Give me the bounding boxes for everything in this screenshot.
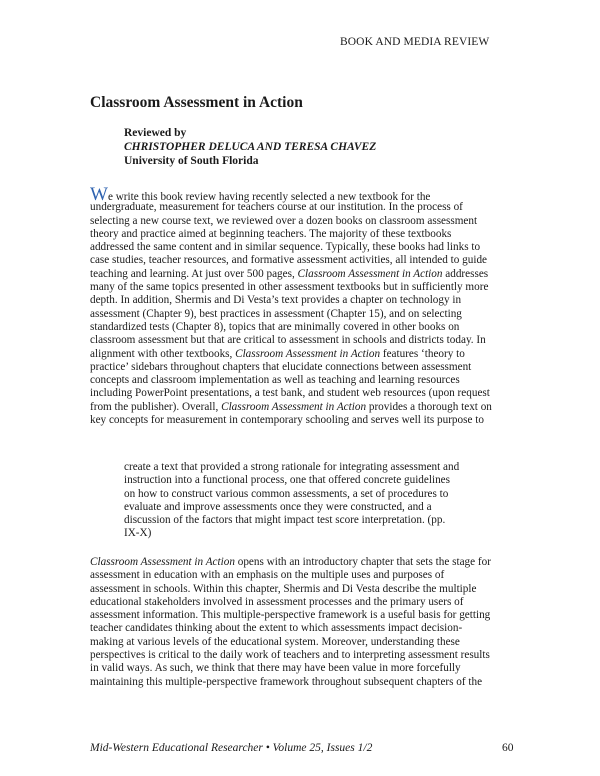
text-line xyxy=(90,649,491,662)
text-run: undergraduate, measurement for teachers course at our institution. In the process of xyxy=(90,201,463,214)
text-run: assessment in schools. Within this chapter, Shermis and Di Vesta describe the multiple xyxy=(90,582,477,595)
quote-line: discussion of the factors that might impact test score interpretation. (pp. xyxy=(124,514,446,527)
quote-line: instruction into a functional process, one that offered concrete guidelines xyxy=(124,474,450,487)
text-line xyxy=(90,281,492,294)
text-run: key concepts for measurement in contemporary schooling and serves well its purpose to xyxy=(90,414,484,427)
text-run: e write this book review having recently selected a new textbook for the xyxy=(107,191,431,203)
running-head: BOOK AND MEDIA REVIEW xyxy=(340,36,490,48)
book-title-italic: Classroom Assessment in Action xyxy=(235,347,381,360)
text-line xyxy=(90,676,491,689)
text-run: features ‘theory to xyxy=(380,347,465,360)
drop-cap: W xyxy=(90,184,108,205)
text-run: provides a thorough text on xyxy=(366,400,492,413)
text-run: alignment with other textbooks, xyxy=(90,347,236,360)
text-run: from the publisher). Overall, xyxy=(90,400,222,413)
text-run: addressed the same content and in similar sequence. Typically, these books had links to xyxy=(90,241,481,254)
text-run: perspectives is critical to the daily work of teachers and to interpreting assessment results xyxy=(90,649,490,662)
text-line xyxy=(90,556,491,569)
text-line xyxy=(90,361,492,374)
text-line xyxy=(90,184,492,205)
text-run: concepts and classroom implementation as well as teaching and learning resources xyxy=(90,374,460,387)
body-paragraph-2 xyxy=(90,556,491,689)
text-run: educational stakeholders involved in assessment processes and the primary users of xyxy=(90,595,464,608)
text-line xyxy=(90,201,492,214)
text-line xyxy=(90,583,491,596)
text-run: practice’ sidebars throughout chapters that elucidate connections between assessment xyxy=(90,360,472,373)
text-line xyxy=(90,348,492,361)
text-run: addresses xyxy=(442,267,489,280)
text-line xyxy=(90,401,492,414)
reviewer-affiliation: University of South Florida xyxy=(124,155,259,167)
text-line xyxy=(90,374,492,387)
reviewer-names: CHRISTOPHER DELUCA AND TERESA CHAVEZ xyxy=(124,141,377,153)
text-run: case studies, teacher resources, and formative assessment activities, all intended to guide xyxy=(90,254,488,267)
text-line xyxy=(90,609,491,622)
text-line xyxy=(90,622,491,635)
text-run: including PowerPoint presentations, a test bank, and student web resources (upon request xyxy=(90,387,490,400)
quote-line: IX-X) xyxy=(124,527,152,540)
text-run: teaching and learning. At just over 500 pages, xyxy=(90,267,298,280)
journal-footer: Mid-Western Educational Researcher • Volume 25, Issues 1/2 xyxy=(90,742,373,754)
text-line xyxy=(90,569,491,582)
text-run: assessment (Chapter 9), best practices in assessment (Chapter 15), and on selecting xyxy=(90,307,462,320)
text-line xyxy=(90,241,492,254)
body-paragraph-1 xyxy=(90,184,492,427)
text-run: assessment information. This multiple-perspective framework is a useful basis for getting xyxy=(90,609,491,622)
block-quote xyxy=(124,461,459,541)
text-run: many of the same topics presented in other assessment textbooks but in sufficiently more xyxy=(90,281,489,294)
text-run: in valid ways. As such, we think that there may have been value in more forcefully xyxy=(90,662,461,675)
text-run: teacher candidates thinking about the extent to which assessments impact decision- xyxy=(90,622,463,635)
book-title-italic: Classroom Assessment in Action xyxy=(90,556,235,568)
text-run: theory and practice aimed at beginning teachers. The majority of these textbooks xyxy=(90,227,452,240)
text-line xyxy=(90,596,491,609)
text-line xyxy=(90,308,492,321)
quote-line: evaluate and improve assessments once they were constructed, and a xyxy=(124,500,432,513)
reviewed-by-label: Reviewed by xyxy=(124,127,187,139)
text-line xyxy=(90,414,492,427)
text-run: making at various levels of the educational system. Moreover, understanding these xyxy=(90,635,460,648)
text-line xyxy=(90,268,492,281)
text-line xyxy=(90,387,492,400)
quote-line: on how to construct various common assessments, a set of procedures to xyxy=(124,487,449,500)
text-line xyxy=(90,215,492,228)
text-line xyxy=(90,228,492,241)
quote-line: create a text that provided a strong rationale for integrating assessment and xyxy=(124,461,460,473)
text-run: depth. In addition, Shermis and Di Vesta’s text provides a chapter on technology in xyxy=(90,294,462,307)
text-run: classroom assessment but that are critical to assessment in schools and districts today. In xyxy=(90,334,486,347)
text-line xyxy=(90,636,491,649)
text-run: selecting a new course text, we reviewed over a dozen books on classroom assessment xyxy=(90,214,478,227)
text-run: assessment in education with an emphasis on the multiple uses and purposes of xyxy=(90,569,445,582)
text-line xyxy=(90,294,492,307)
text-line xyxy=(90,254,492,267)
byline xyxy=(124,126,376,168)
review-title: Classroom Assessment in Action xyxy=(90,94,303,111)
text-line xyxy=(90,334,492,347)
book-title-italic: Classroom Assessment in Action xyxy=(297,267,443,280)
text-line xyxy=(90,662,491,675)
text-run: opens with an introductory chapter that sets the stage for xyxy=(234,556,491,568)
text-run: standardized tests (Chapter 8), topics that are minimally covered in other books on xyxy=(90,320,460,333)
text-run: maintaining this multiple-perspective framework throughout subsequent chapters of the xyxy=(90,675,483,688)
book-title-italic: Classroom Assessment in Action xyxy=(221,400,367,413)
page-number: 60 xyxy=(502,742,514,754)
text-line xyxy=(90,321,492,334)
